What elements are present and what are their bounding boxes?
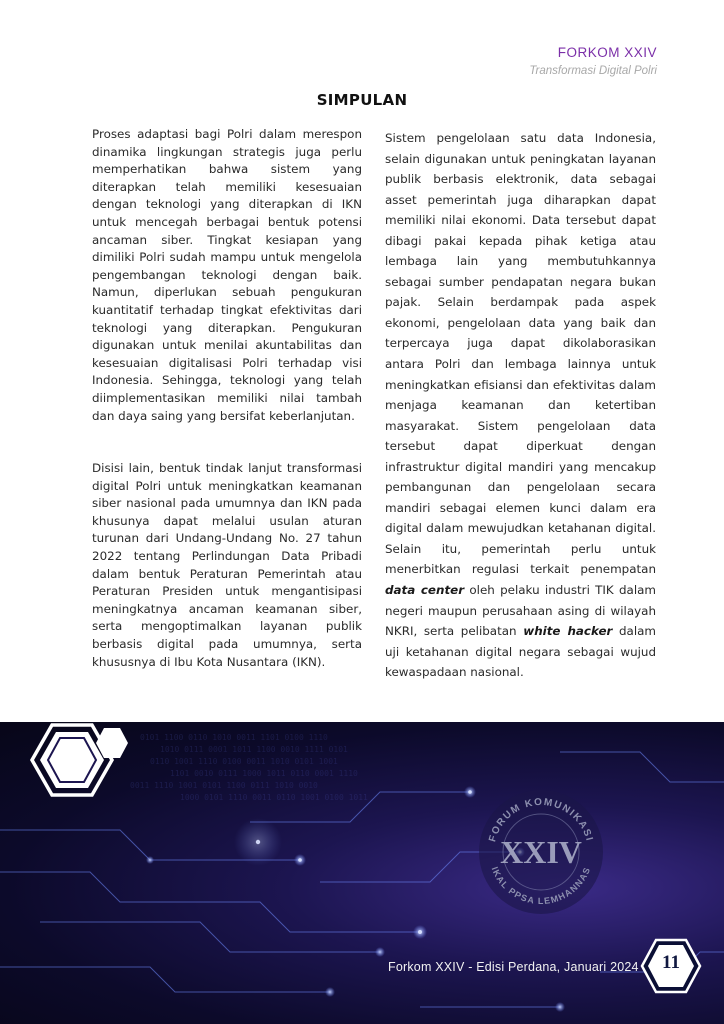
left-paragraph-2: Disisi lain, bentuk tindak lanjut transformasi digital Polri untuk meningkatkan keamanan siber nasional pada umumnya dan IKN pada khusunya dapat melalui usulan aturan turunan dari Undang-Undang No. 27 tahun 2022 tentang Perlindungan Data Pribadi dalam bentuk Peraturan Pemerintah atau Peraturan Presiden untuk mengantisipasi meningkatnya ancaman keamanan siber, serta mengoptimalkan layanan publik berbasis digital pada umumnya, serta khususnya di Ibu Kota Nusantara (IKN). (92, 461, 362, 669)
svg-text:1101 0010 0111 1000 1011 0110: 1101 0010 0111 1000 1011 0110 0001 1110 (170, 769, 358, 778)
emblem-center-text: XXIV (500, 834, 582, 870)
svg-text:0110 1001 1110 0100 0011 1010: 0110 1001 1110 0100 0011 1010 0101 1001 (150, 757, 338, 766)
right-text-1: Sistem pengelolaan satu data Indonesia, selain digunakan untuk peningkatan layanan publik berbasis elektronik, data sebagai asset pemerintah juga diharapkan dapat memiliki nilai ekonomi. Data tersebut dapat dibagi pakai kepada pihak ketiga atau lembaga lain yang membutuhkannya sebagai sumber pendapatan negara bukan pajak. Selain berdampak pada aspek ekonomi, pengelolaan data yang baik dan terpercaya juga dapat dikolaborasikan antara Polri dan lembaga lainnya untuk meningkatkan efisiansi dan efektivitas dalam menjaga keamanan dan ketertiban masyarakat. Sistem pengelolaan data tersebut dapat diperkuat dengan infrastruktur digital mandiri yang mencakup pembangunan dan pengelolaan secara mandiri sebagai elemen kunci dalam era digital dalam mewujudkan ketahanan digital. Selain itu, pemerintah perlu untuk menerbitkan regulasi terkait penempatan (385, 131, 656, 577)
svg-text:0101 1100 0110 1010 0011 1101: 0101 1100 0110 1010 0011 1101 0100 1110 (140, 733, 328, 742)
svg-text:1010 0111 0001 1011 1100 0010: 1010 0111 0001 1011 1100 0010 1111 0101 (160, 745, 348, 754)
emphasis-data-center: data center (385, 583, 465, 598)
header-subtitle: Transformasi Digital Polri (529, 65, 657, 77)
header-title: FORKOM XXIV (557, 45, 657, 60)
svg-text:1000 0101 1110 0011 0110 1001: 1000 0101 1110 0011 0110 1001 0100 1011 (180, 793, 368, 802)
right-text-2: oleh pelaku industri TIK dalam negeri maupun perusahaan asing di wilayah NKRI, serta pelibatan (385, 583, 657, 639)
svg-text:0011 1110 1001 0101 1100 0111: 0011 1110 1001 0101 1100 0111 1010 0010 (130, 781, 318, 790)
left-paragraph-1: Proses adaptasi bagi Polri dalam merespon dinamika lingkungan strategis juga perlu memperhatikan bahwa sistem yang diterapkan telah memiliki kesesuaian dengan teknologi yang diterapkan di IKN untuk mencegah berbagai bentuk potensi ancaman siber. Tingkat kesiapan yang dimiliki Polri sudah mampu untuk mengelola pengembangan teknologi dengan baik. Namun, diperlukan sebuah pengukuran kuantitatif terhadap tingkat efektivitas dari teknologi yang diterapkan. Pengukuran digunakan untuk menilai akuntabilitas dan kesesuaian digitalisasi Polri terhadap visi Indonesia. Sehingga, teknologi yang telah diimplementasikan memiliki nilai tambah dan daya saing yang bersifat keberlanjutan. (92, 127, 362, 423)
emblem-top-text: FORUM KOMUNIKASI (487, 796, 595, 844)
section-title: SIMPULAN (316, 91, 408, 109)
right-paragraph (385, 128, 656, 683)
emphasis-white-hacker: white hacker (523, 624, 613, 639)
hexagon-small (96, 728, 128, 758)
right-text-3: dalam uji ketahanan digital negara sebagai wujud kewaspadaan nasional. (385, 624, 657, 680)
footer-edition: Forkom XXIV - Edisi Perdana, Januari 2024 (388, 960, 639, 974)
emblem-bottom-text: IKAL PPSA LEMHANNAS (489, 865, 593, 907)
forkom-emblem (479, 790, 603, 914)
footer-background (0, 722, 724, 1024)
right-column (385, 128, 656, 683)
circuit-graphic (0, 722, 724, 1024)
left-column (92, 126, 362, 671)
page-number: 11 (662, 952, 680, 973)
